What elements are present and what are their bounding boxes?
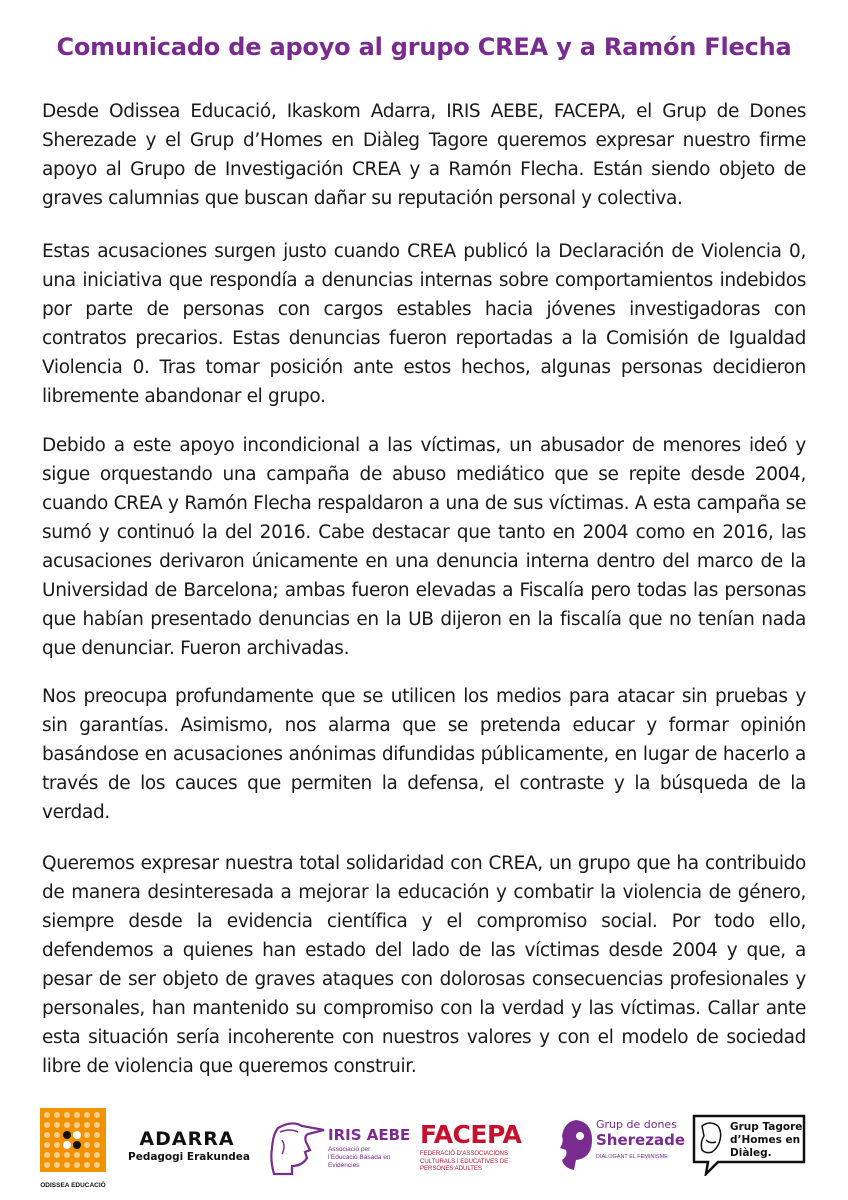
sherezade-line1: Grup de dones xyxy=(596,1118,677,1131)
sherezade-logo xyxy=(556,1116,685,1176)
page-title: Comunicado de apoyo al grupo CREA y a Ramón Flecha xyxy=(56,33,792,61)
iris-logo xyxy=(268,1120,411,1176)
adarra-name: ADARRA xyxy=(139,1128,235,1150)
facepa-logo xyxy=(420,1120,538,1176)
odissea-grid-icon xyxy=(40,1108,106,1172)
sherezade-subtitle: DIALOGANT EL FEMINISME xyxy=(596,1154,668,1160)
paragraph-3: Debido a este apoyo incondicional a las víctimas, un abusador de menores ideó y sigue orquestando una campaña de abuso mediático que se repite desde 2004, cuando CREA y Ramón Flecha respaldaron a una de sus víctimas. A esta campaña se sumó y continuó la del 2016. Cabe destacar que tanto en 2004 como en 2016, las acusaciones derivaron únicamente en una denuncia interna dentro del marco de la Universidad de Barcelona; ambas fueron elevadas a Fiscalía pero todas las personas que habían presentado denuncias en la UB dijeron en la fiscalía que no tenían nada que denunciar. Fueron archivadas. xyxy=(42,435,806,659)
paragraph-4: Nos preocupa profundamente que se utilicen los medios para atacar sin pruebas y sin garantías. Asimismo, nos alarma que se pretenda educar y formar opinión basándose en acusaciones anónimas difundidas públicamente, en lugar de hacerlo a través de los cauces que permiten la defensa, el contraste y la búsqueda de la verdad. xyxy=(42,686,806,823)
tagore-line2: d’Homes en xyxy=(730,1134,801,1146)
iris-profile-icon xyxy=(268,1120,326,1176)
tagore-logo xyxy=(692,1114,806,1176)
odissea-name: ODISSEA EDUCACIÓ xyxy=(40,1182,106,1189)
sherezade-profile-icon xyxy=(556,1118,594,1172)
facepa-subtitle: FEDERACIÓ D’ASSOCIACIONS CULTURALS I EDUCATIVES DE PERSONES ADULTES xyxy=(420,1151,509,1172)
paragraph-1: Desde Odissea Educació, Ikaskom Adarra, IRIS AEBE, FACEPA, el Grup de Dones Sherezade y el Grup d’Homes en Diàleg Tagore queremos expresar nuestro firme apoyo al Grupo de Investigación CREA y a Ramón Flecha. Están siendo objeto de graves calumnias que buscan dañar su reputación personal y colectiva. xyxy=(42,101,806,209)
tagore-line1: Grup Tagore xyxy=(730,1121,803,1133)
paragraph-2: Estas acusaciones surgen justo cuando CREA publicó la Declaración de Violencia 0, una iniciativa que respondía a denuncias internas sobre comportamientos indebidos por parte de personas con cargos estables hacia jóvenes investigadoras con contratos precarios. Estas denuncias fueron reportadas a la Comisión de Igualdad Violencia 0. Tras tomar posición ante estos hechos, algunas personas decidieron libremente abandonar el grupo. xyxy=(42,241,806,407)
sherezade-line2: Sherezade xyxy=(596,1131,685,1149)
facepa-name: FACEPA xyxy=(420,1120,522,1149)
iris-name: IRIS AEBE xyxy=(328,1126,411,1144)
iris-subtitle: Associació per l’Educació Basada en Evidències xyxy=(328,1146,391,1169)
odissea-logo xyxy=(40,1108,106,1188)
adarra-subtitle: Pedagogi Erakundea xyxy=(128,1151,251,1163)
tagore-line3: Diàleg. xyxy=(730,1147,772,1159)
logo-strip xyxy=(0,1100,848,1190)
paragraph-5: Queremos expresar nuestra total solidaridad con CREA, un grupo que ha contribuido de manera desinteresada a mejorar la educación y combatir la violencia de género, siempre desde la evidencia científica y el compromiso social. Por todo ello, defendemos a quienes han estado del lado de las víctimas desde 2004 y que, a pesar de ser objeto de graves ataques con dolorosas consecuencias profesionales y personales, han mantenido su compromiso con la verdad y las víctimas. Callar ante esta situación sería incoherente con nuestros valores y con el modelo de sociedad libre de violencia que queremos construir. xyxy=(42,853,806,1077)
adarra-logo xyxy=(128,1128,251,1168)
